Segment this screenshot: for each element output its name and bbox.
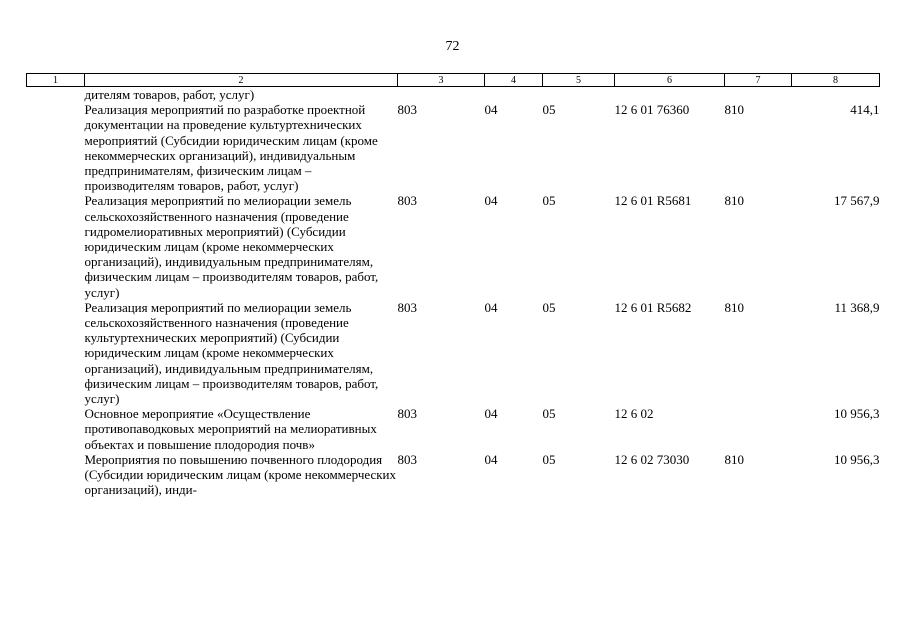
subsection-code-cell: 05 [542,299,556,315]
section-code-cell [485,87,543,103]
expense-type-cell [725,406,792,452]
target-article-cell [615,87,725,103]
section-code-cell: 04 [484,299,498,315]
target-article-cell: 12 6 01 R5681 [614,193,692,209]
subsection-code-cell: 05 [542,451,556,467]
column-number-header-row [27,74,880,87]
expense-type-cell: 810 [724,102,744,118]
ministry-code-cell: 803 [397,451,417,467]
row-number-cell [27,102,85,193]
ministry-code-cell: 803 [397,102,417,118]
target-article-cell: 12 6 02 [614,406,654,422]
table-row [27,452,880,498]
expense-type-cell: 810 [724,451,744,467]
column-header: 3 [398,74,485,87]
item-name-cell: Мероприятия по повышению почвенного плодородия (Субсидии юридическим лицам (кроме некоммерческих организаций), инди- [84,451,397,498]
subsection-code-cell [543,87,615,103]
column-header: 2 [85,74,398,87]
table-row [27,300,880,406]
column-header: 1 [27,74,85,87]
column-header: 7 [725,74,792,87]
subsection-code-cell: 05 [542,193,556,209]
expense-type-cell: 810 [724,193,744,209]
row-number-cell [27,406,85,452]
amount-cell: 10 956,3 [834,451,880,467]
column-header: 6 [615,74,725,87]
table-row [27,102,880,193]
page-number: 72 [445,39,460,54]
ministry-code-cell: 803 [397,193,417,209]
item-name-cell: Основное мероприятие «Осуществление противопаводковых мероприятий на мелиоративных объектах и повышение плодородия почв» [84,406,377,452]
column-header: 5 [543,74,615,87]
item-name-cell: Реализация мероприятий по мелиорации земель сельскохозяйственного назначения (проведение культуртехнических мероприятий) (Субсидии юридическим лицам (кроме некоммерческих организаций), индивидуальным предпринимателям, физическим лицам – производителям товаров, работ, услуг) [84,299,379,407]
section-code-cell: 04 [484,193,498,209]
section-code-cell: 04 [484,451,498,467]
expense-type-cell: 810 [724,299,744,315]
amount-cell: 414,1 [850,102,880,118]
row-number-cell [27,87,85,103]
row-number-cell [27,300,85,406]
ministry-code-cell [398,87,485,103]
expense-type-cell [725,87,792,103]
table-row [27,193,880,299]
target-article-cell: 12 6 01 76360 [614,102,690,118]
item-name-cell: Реализация мероприятий по мелиорации земель сельскохозяйственного назначения (проведение гидромелиоративных мероприятий) (Субсидии юридическим лицам (кроме некоммерческих организаций), индивидуальным предпринимателям, физическим лицам – производителям товаров, работ, услуг) [84,193,379,300]
amount-cell [792,87,880,103]
table-row [27,406,880,452]
section-code-cell: 04 [484,102,498,118]
target-article-cell: 12 6 01 R5682 [614,299,692,315]
table-row [27,87,880,103]
item-name-cell: Реализация мероприятий по разработке проектной документации на проведение культуртехнических мероприятий (Субсидии юридическим лицам (кроме некоммерческих организаций), индивидуальным предпринимателям, физическим лицам – производителям товаров, работ, услуг) [84,102,378,194]
subsection-code-cell: 05 [542,406,556,422]
section-code-cell: 04 [484,406,498,422]
amount-cell: 17 567,9 [834,193,880,209]
ministry-code-cell: 803 [397,299,417,315]
amount-cell: 11 368,9 [834,299,880,315]
row-number-cell [27,452,85,498]
target-article-cell: 12 6 02 73030 [614,451,690,467]
column-header: 4 [485,74,543,87]
item-name-cell: дителям товаров, работ, услуг) [84,87,255,102]
row-number-cell [27,193,85,299]
column-header: 8 [792,74,880,87]
subsection-code-cell: 05 [542,102,556,118]
amount-cell: 10 956,3 [834,406,880,422]
ministry-code-cell: 803 [397,406,417,422]
budget-table [26,73,880,497]
